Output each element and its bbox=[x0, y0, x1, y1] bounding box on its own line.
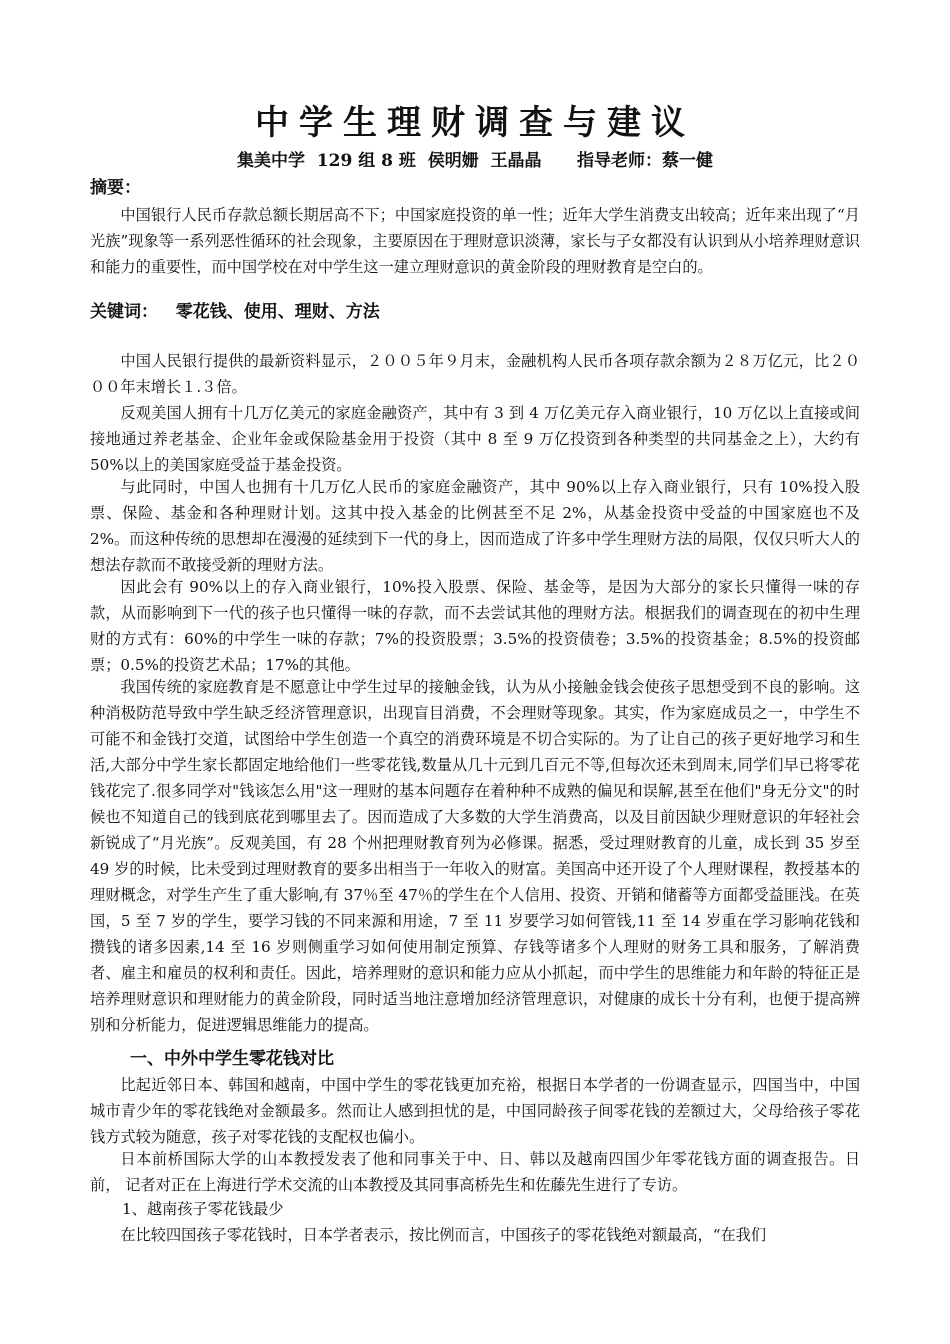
abstract-label: 摘要： bbox=[90, 178, 141, 198]
body-paragraph: 中国人民银行提供的最新资料显示，２００５年９月末，金融机构人民币各项存款余额为２８万亿元，比２０００年末增长１.３倍。 bbox=[90, 352, 860, 396]
body-paragraph: 因此会有 90%以上的存入商业银行，10%投入股票、保险、基金等，是因为大部分的家长只懂得一味的存款，从而影响到下一代的孩子也只懂得一味的存款，而不去尝试其他的理财方法。根据我们的调查现在的初中生理财的方式有：60%的中学生一味的存款；7%的投资股票；3.5%的投资债卷；3.5%的投资基金；8.5%的投资邮票；0.5%的投资艺术品；17%的其他。 bbox=[90, 578, 860, 674]
section-paragraph: 日本前桥国际大学的山本教授发表了他和同事关于中、日、韩以及越南四国少年零花钱方面的调查报告。日前， 记者对正在上海进行学术交流的山本教授及其同事高桥先生和佐藤先生进行了专访。 bbox=[90, 1150, 860, 1194]
keywords-value: 零花钱、使用、理财、方法 bbox=[175, 302, 380, 322]
document-title: 中学生理财调查与建议 bbox=[255, 103, 695, 143]
keywords-row bbox=[90, 300, 380, 324]
subsection-paragraph: 在比较四国孩子零花钱时，日本学者表示，按比例而言，中国孩子的零花钱绝对额最高，“在我们 bbox=[120, 1226, 767, 1244]
author-byline: 集美中学 129 组 8 班 侯明姗 王晶晶 指导老师：蔡一健 bbox=[236, 151, 714, 171]
body-paragraph: 我国传统的家庭教育是不愿意让中学生过早的接触金钱，认为从小接触金钱会使孩子思想受到不良的影响。这种消极防范导致中学生缺乏经济管理意识，出现盲目消费，不会理财等现象。其实，作为家庭成员之一，中学生不可能不和金钱打交道，试图给中学生创造一个真空的消费环境是不切合实际的。为了让自己的孩子更好地学习和生活,大部分中学生家长都固定地给他们一些零花钱,数量从几十元到几百元不等,但每次还未到周末,同学们早已将零花钱花完了.很多同学对"钱该怎么用"这一理财的基本问题存在着种种不成熟的偏见和误解,甚至在他们"身无分文"的时候也不知道自己的钱到底花到哪里去了。因而造成了大多数的大学生消费高，以及目前因缺少理财意识的年轻社会新锐成了“月光族”。反观美国，有 28 个州把理财教育列为必修课。据悉，受过理财教育的儿童，成长到 35 岁至 49 岁的时候，比未受到过理财教育的要多出相当于一年收入的财富。美国高中还开设了个人理财课程，教授基本的理财概念，对学生产生了重大影响,有 37％至 47％的学生在个人信用、投资、开销和储蓄等方面都受益匪浅。在英国，5 至 7 岁的学生，要学习钱的不同来源和用途，7 至 11 岁要学习如何管钱,11 至 14 岁重在学习影响花钱和攒钱的诸多因素,14 至 16 岁则侧重学习如何使用制定预算、存钱等诸多个人理财的财务工具和服务，了解消费者、雇主和雇员的权利和责任。因此，培养理财的意识和能力应从小抓起，而中学生的思维能力和年龄的特征正是培养理财意识和理财能力的黄金阶段，同时适当地注意增加经济管理意识，对健康的成长十分有利，也便于提高辨别和分析能力，促进逻辑思维能力的提高。 bbox=[90, 678, 860, 1034]
section-heading: 一、中外中学生零花钱对比 bbox=[130, 1049, 334, 1069]
body-paragraph: 反观美国人拥有十几万亿美元的家庭金融资产，其中有 3 到 4 万亿美元存入商业银行，10 万亿以上直接或间接地通过养老基金、企业年金或保险基金用于投资（其中 8 至 9 万亿投资到各种类型的共同基金之上），大约有 50%以上的美国家庭受益于基金投资。 bbox=[90, 404, 860, 474]
section-paragraph: 比起近邻日本、韩国和越南，中国中学生的零花钱更加充裕，根据日本学者的一份调查显示，四国当中，中国城市青少年的零花钱绝对金额最多。然而让人感到担忧的是，中国同龄孩子间零花钱的差额过大，父母给孩子零花钱方式较为随意，孩子对零花钱的支配权也偏小。 bbox=[90, 1076, 860, 1146]
body-paragraph: 与此同时，中国人也拥有十几万亿人民币的家庭金融资产，其中 90%以上存入商业银行，只有 10%投入股票、保险、基金和各种理财计划。这其中投入基金的比例甚至不足 2%，从基金投资中受益的中国家庭也不及 2%。而这种传统的思想却在漫漫的延续到下一代的身上，因而造成了许多中学生理财方法的局限，仅仅只听大人的想法存款而不敢接受新的理财方法。 bbox=[90, 478, 860, 574]
abstract-paragraph: 中国银行人民币存款总额长期居高不下；中国家庭投资的单一性；近年大学生消费支出较高；近年来出现了“月光族”现象等一系列恶性循环的社会现象，主要原因在于理财意识淡薄，家长与子女都没有认识到从小培养理财意识和能力的重要性，而中国学校在对中学生这一建立理财意识的黄金阶段的理财教育是空白的。 bbox=[90, 206, 860, 276]
subsection-heading: 1、越南孩子零花钱最少 bbox=[122, 1200, 284, 1218]
keywords-label: 关键词： bbox=[90, 302, 158, 322]
